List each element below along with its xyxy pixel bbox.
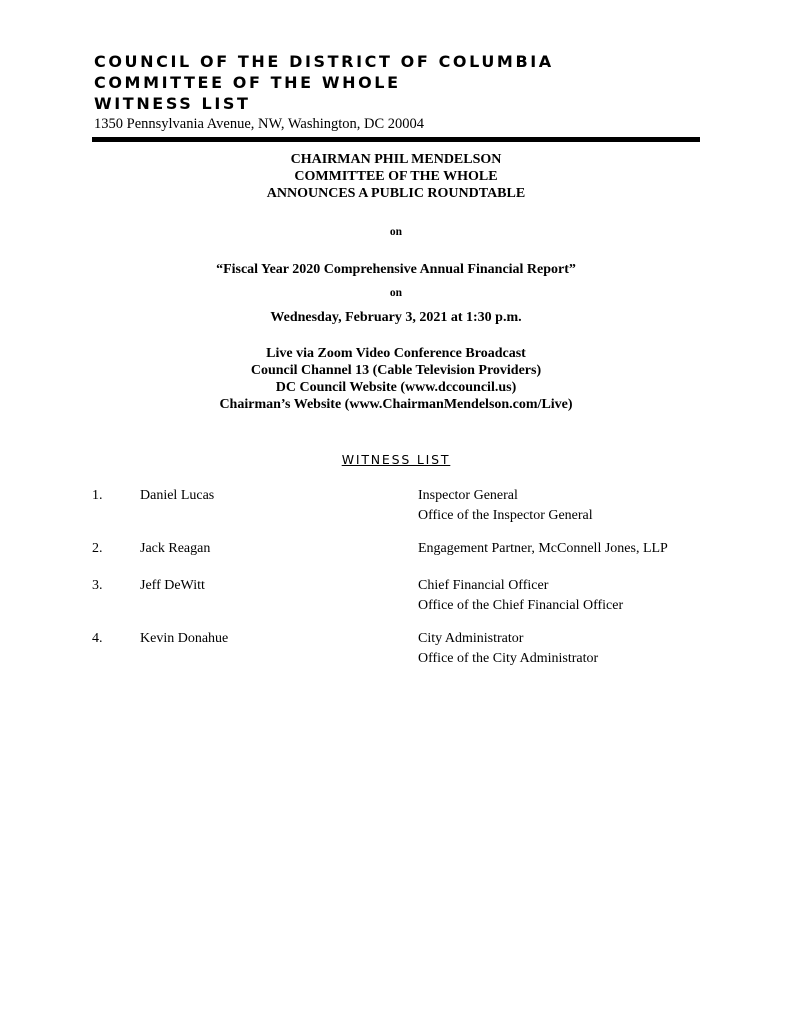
witness-office: Office of the Inspector General xyxy=(418,508,593,523)
witness-name: Daniel Lucas xyxy=(140,488,215,503)
witness-number: 1. xyxy=(92,488,103,503)
hearing-title: “Fiscal Year 2020 Comprehensive Annual Financial Report” xyxy=(216,262,576,277)
announces-line: ANNOUNCES A PUBLIC ROUNDTABLE xyxy=(266,186,526,201)
witness-office: Office of the City Administrator xyxy=(418,651,599,666)
witness-number: 2. xyxy=(92,541,103,556)
broadcast-line: Live via Zoom Video Conference Broadcast xyxy=(266,346,526,361)
broadcast-line: DC Council Website (www.dccouncil.us) xyxy=(275,380,517,395)
announcement-header xyxy=(92,151,700,202)
hearing-date: Wednesday, February 3, 2021 at 1:30 p.m. xyxy=(270,310,522,325)
witness-role xyxy=(418,486,593,526)
broadcast-line: Council Channel 13 (Cable Television Providers) xyxy=(250,363,542,378)
witness-title: Engagement Partner, McConnell Jones, LLP xyxy=(418,541,668,556)
chairman-line: CHAIRMAN PHIL MENDELSON xyxy=(290,152,502,167)
broadcast-line: Chairman’s Website (www.ChairmanMendelson.com/Live) xyxy=(219,397,573,412)
header-rule xyxy=(92,137,700,142)
letterhead xyxy=(94,51,554,114)
letterhead-council: COUNCIL OF THE DISTRICT OF COLUMBIA xyxy=(94,52,554,71)
witness-title: Chief Financial Officer xyxy=(418,578,549,593)
witness-office: Office of the Chief Financial Officer xyxy=(418,598,624,613)
witness-number: 4. xyxy=(92,631,103,646)
witness-title: City Administrator xyxy=(418,631,524,646)
broadcast-info xyxy=(92,345,700,413)
letterhead-document-type: WITNESS LIST xyxy=(94,94,251,113)
witness-name: Jack Reagan xyxy=(140,541,211,556)
committee-line: COMMITTEE OF THE WHOLE xyxy=(294,169,498,184)
witness-role xyxy=(418,629,598,669)
witness-list-heading: WITNESS LIST xyxy=(341,452,451,467)
letterhead-address: 1350 Pennsylvania Avenue, NW, Washington, DC 20004 xyxy=(94,116,425,132)
witness-role xyxy=(418,576,623,616)
witness-title: Inspector General xyxy=(418,488,518,503)
witness-role xyxy=(418,539,668,559)
witness-number: 3. xyxy=(92,578,103,593)
on-connector-2: on xyxy=(389,287,403,299)
witness-name: Kevin Donahue xyxy=(140,631,229,646)
letterhead-committee: COMMITTEE OF THE WHOLE xyxy=(94,73,401,92)
on-connector-1: on xyxy=(389,226,403,238)
witness-name: Jeff DeWitt xyxy=(140,578,205,593)
